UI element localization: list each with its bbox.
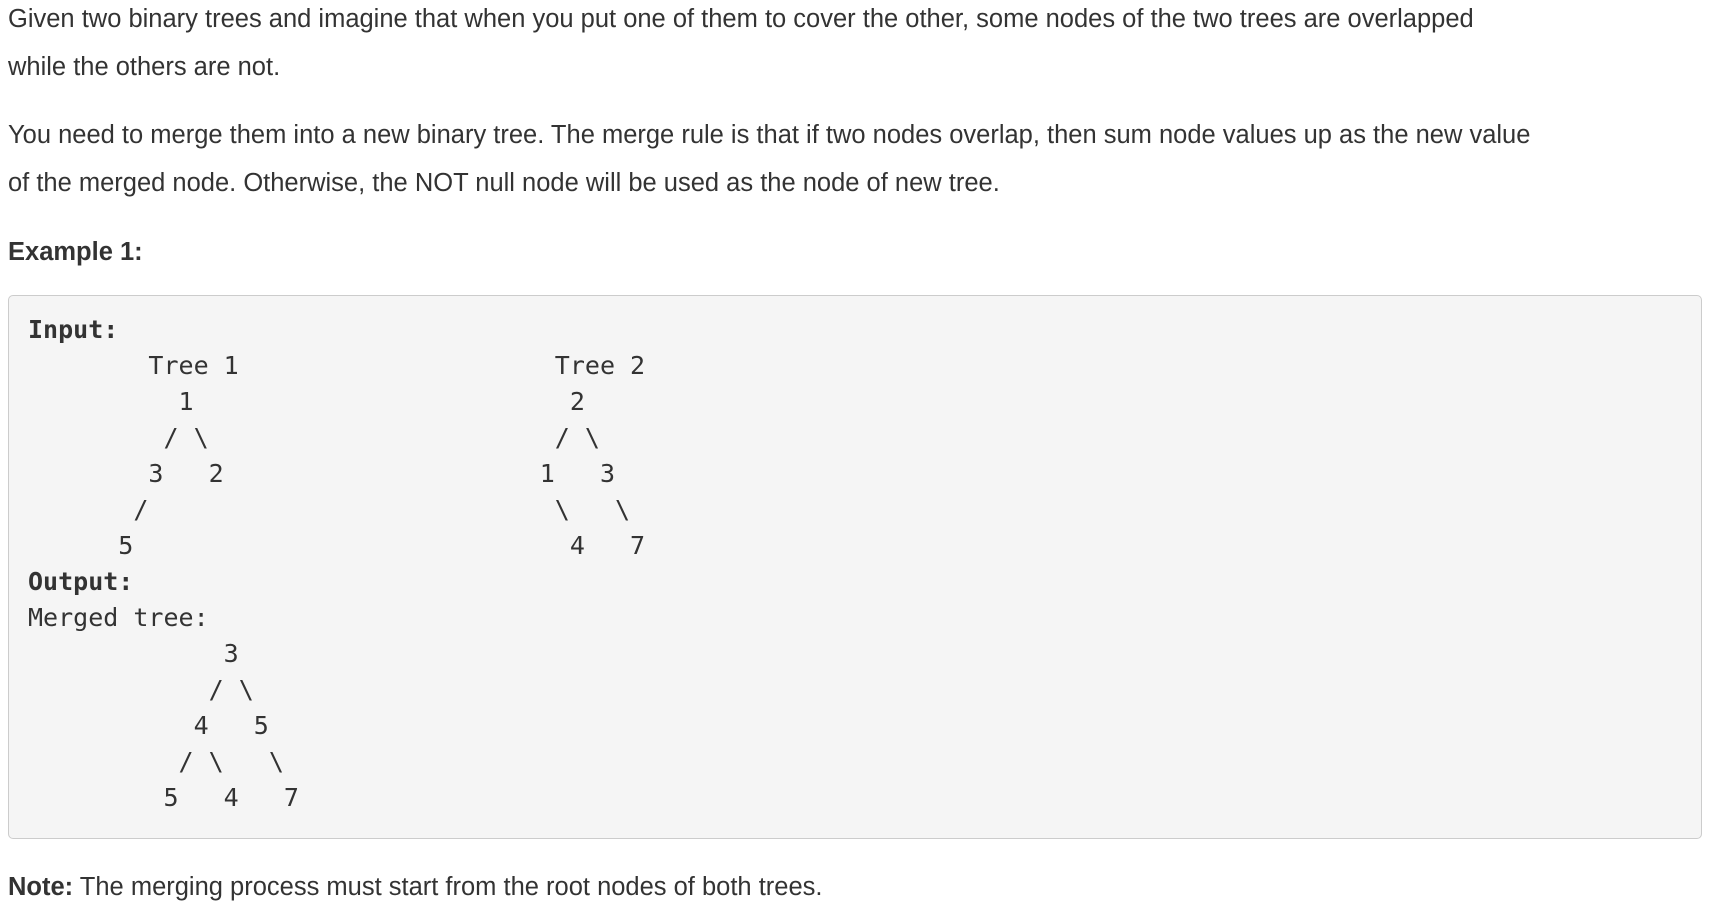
input-label: Input:: [28, 315, 119, 344]
description-paragraph-2-line-1: You need to merge them into a new binary tree. The merge rule is that if two nodes overlap, then sum node values up as the new value: [8, 121, 1531, 149]
example-code: [28, 312, 1021, 816]
note-label: Note:: [8, 873, 74, 901]
example-code-block: [8, 295, 1702, 839]
input-trees: Tree 1 Tree 2 1 2 / \ / \ 3 2 1 3 / \ \ 5 4 7: [118, 351, 646, 560]
note-text: The merging process must start from the root nodes of both trees.: [73, 873, 823, 901]
description-paragraph-2: [8, 111, 1530, 207]
description-paragraph-1: [8, 0, 1474, 91]
description-paragraph-1-line-2: while the others are not.: [8, 53, 281, 81]
output-label: Output:: [28, 567, 134, 596]
description-paragraph-1-line-1: Given two binary trees and imagine that when you put one of them to cover the other, some nodes of the two trees are overlapped: [8, 5, 1474, 33]
example-heading: Example 1:: [8, 238, 143, 266]
output-tree: Merged tree: 3 / \ 4 5 / \ \ 5 4 7: [28, 603, 299, 812]
note: [8, 863, 822, 911]
description-paragraph-2-line-2: of the merged node. Otherwise, the NOT null node will be used as the node of new tree.: [8, 169, 1000, 197]
